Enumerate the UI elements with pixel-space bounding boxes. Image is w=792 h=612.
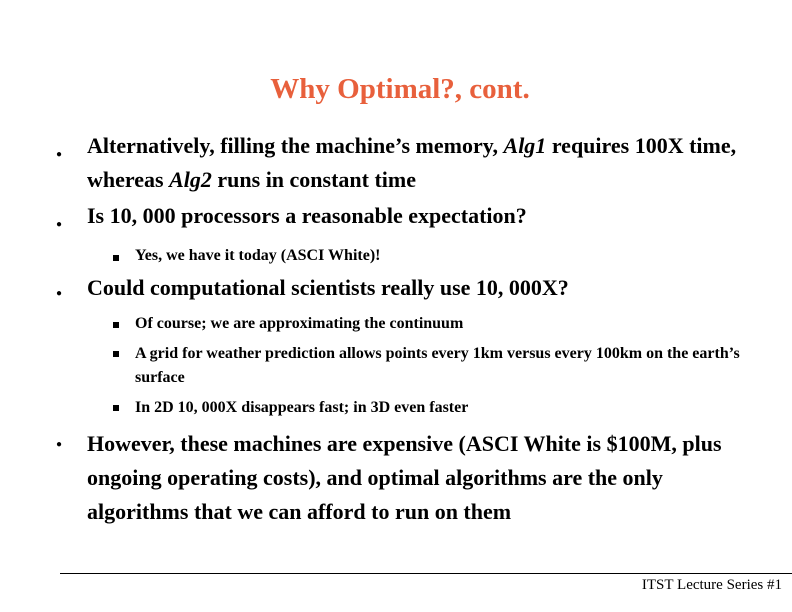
bullet-text-3: Could computational scientists really use 10, 000X?	[87, 275, 569, 300]
footer-label: ITST Lecture Series #1	[641, 577, 782, 593]
alg1-emphasis: Alg1	[503, 133, 547, 158]
sub-bullet-text: A grid for weather prediction allows points every 1km versus every 100km on the earth’s surface	[135, 345, 740, 386]
sub-bullet-text: Of course; we are approximating the continuum	[135, 315, 464, 332]
bullet-text-4: However, these machines are expensive (ASCI White is $100M, plus ongoing operating costs), and optimal algorithms are the only algorithms that we can afford to run on them	[87, 431, 722, 524]
sub-bullet-icon	[113, 351, 119, 357]
alg2-emphasis: Alg2	[169, 167, 212, 192]
sub-bullet-text: Yes, we have it today (ASCI White)!	[135, 247, 381, 264]
bullet-text-1-part: requires 100X time, whereas	[87, 133, 737, 192]
bullet-text-1-part: runs in constant time	[211, 167, 417, 192]
sub-bullet-icon	[113, 322, 119, 328]
bullet-text-2: Is 10, 000 processors a reasonable expectation?	[87, 203, 527, 228]
sub-bullet-icon	[113, 405, 119, 411]
bullet-icon: ●	[56, 149, 63, 160]
sub-bullet-icon	[113, 255, 119, 261]
bullet-icon: ●	[56, 439, 63, 450]
bullet-icon: ●	[56, 219, 63, 230]
footer-rule	[60, 573, 792, 574]
bullet-text-1-part: Alternatively, filling the machine’s memory,	[87, 133, 504, 158]
sub-bullet-text: In 2D 10, 000X disappears fast; in 3D even faster	[135, 399, 469, 416]
bullet-icon: ●	[56, 288, 63, 299]
slide-title: Why Optimal?, cont.	[270, 73, 530, 105]
bullet-text-1	[87, 129, 777, 197]
